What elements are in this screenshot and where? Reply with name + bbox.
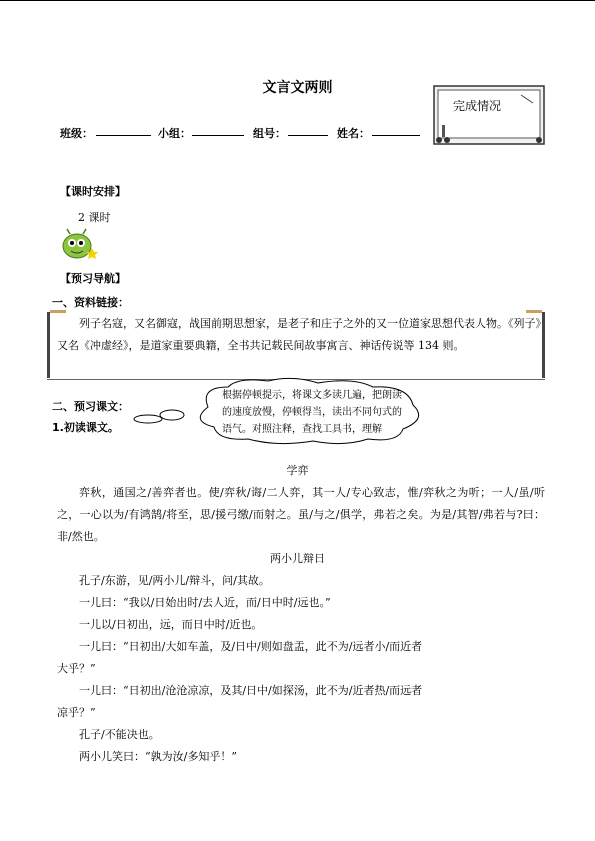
text2-line: 一儿曰：“我以/日始出时/去人近，而/日中时/远也。”: [79, 596, 331, 609]
text2-line: 一儿曰：“日初出/大如车盖，及/日中/则如盘盂，此不为/远者小/而近者: [79, 640, 423, 653]
thought-cloud: [128, 377, 458, 445]
completion-badge: [433, 85, 545, 145]
text2-line: 凉乎？”: [57, 706, 96, 719]
mascot-icon: [58, 226, 98, 262]
schedule-value: 2 课时: [78, 211, 111, 224]
class-label: 班级：: [60, 127, 93, 140]
group-no-label: 组号：: [253, 127, 286, 140]
section1-text: 列子名寇，又名御寇，战国前期思想家，是老子和庄子之外的又一位道家思想代表人物。《列子》又名《冲虚经》，是道家重要典籍，全书共记载民间故事寓言、神话传说等 134 则。: [57, 317, 541, 352]
name-label: 姓名：: [337, 127, 370, 140]
badge-text: 完成情况: [453, 99, 502, 113]
name-field[interactable]: [372, 123, 420, 136]
section1-heading: 一、资料链接：: [52, 296, 129, 309]
text2-line: 一儿以/日初出，远，而日中时/近也。: [79, 618, 263, 631]
text1-body: 弈秋，通国之/善弈者也。使/弈秋/诲/二人弈，其一人/专心致志，惟/弈秋之为听；一人/虽/听之，一心以为/有鸿鹄/将至，思/援弓缴/而射之。虽/与之/俱学，弗若之矣。为是/其智/弗若与?曰：非/然也。: [57, 486, 545, 543]
page-title: 文言文两则: [262, 80, 333, 96]
class-field[interactable]: [96, 123, 151, 136]
group-no-field[interactable]: [288, 123, 328, 136]
item1-heading: 1.初读课文。: [52, 421, 119, 434]
schedule-heading: 【课时安排】: [60, 185, 126, 198]
section2-heading: 二、预习课文：: [52, 400, 129, 413]
text2-line: 孔子/不能决也。: [79, 728, 160, 741]
text2-line: 两小儿笑曰：“孰为汝/多知乎！”: [79, 750, 237, 763]
badge-frame-icon: [433, 85, 545, 145]
text1-title: 学弈: [286, 464, 309, 477]
group-field[interactable]: [192, 123, 244, 136]
text2-line: 大乎？”: [57, 662, 96, 675]
cloud-text: 根据停顿提示，将课文多读几遍，把朗读的速度放慢，停顿得当，读出不同句式的语气。对照注释，查找工具书，理解: [222, 390, 402, 435]
text2-line: 一儿曰：“日初出/沧沧凉凉，及其/日中/如探汤，此不为/近者热/而远者: [79, 684, 423, 697]
preview-heading: 【预习导航】: [60, 272, 126, 285]
top-rule: [0, 0, 595, 1]
group-label: 小组：: [158, 127, 191, 140]
text2-title: 两小儿辩日: [270, 552, 325, 565]
text2-line: 孔子/东游，见/两小儿/辩斗，问/其故。: [79, 574, 270, 587]
